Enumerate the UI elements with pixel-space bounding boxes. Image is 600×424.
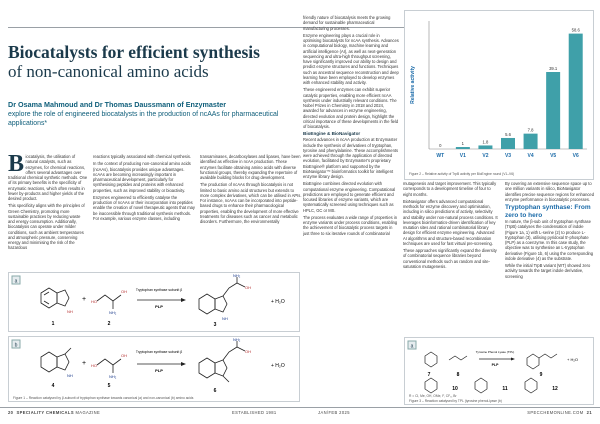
svg-text:HO: HO — [91, 299, 97, 304]
footer-established: ESTABLISHED 1981 — [232, 410, 277, 415]
x-tick-label: WT — [436, 153, 445, 159]
figure-tag: a — [410, 343, 414, 350]
paragraph: The production of ncAAs through biocatalysis is not limited to basic amino acid structures but extends to more complex derivatives, which can be utilised in APIs. For instance, ncAAs can be incorporated into peptide-based drugs to enhance their pharmacological properties, enabling the development of more effective treatments for diseases such as cancer and metabolic disorders. Furthermore, the environmentally — [200, 182, 302, 224]
body-column-4 — [303, 15, 399, 337]
footer-issue: JAN/FEB 2025 — [318, 410, 350, 415]
figure-3 — [404, 337, 594, 405]
reaction-scheme-tpl — [405, 338, 593, 398]
x-tick-label: V5 — [550, 153, 557, 159]
article-title: Biocatalysts for efficient synthesis — [8, 42, 260, 62]
svg-text:NH: NH — [222, 316, 228, 321]
body-column-3 — [200, 154, 302, 262]
cofactor-label: PLP — [155, 368, 163, 373]
serine-molecule — [97, 295, 121, 309]
tryptophan-molecule — [199, 277, 245, 314]
cofactor-label: PLP — [155, 304, 163, 309]
paragraph: Enzymes engineered to efficiently catalyse the production of ncAAs or their incorporation into peptides enable the creation of novel therapeutic agents that may be inaccessible through traditional synthesis methods. For example, various enzyme classes, including — [93, 194, 195, 221]
y-axis-label: Relative activity — [410, 66, 416, 104]
compound-number: 10 — [452, 386, 458, 392]
paragraph: These engineered enzymes can exhibit superior catalytic properties, enabling more efficient ncAA synthesis under industrially relevant conditions. The Nobel Prizes in Chemistry in 2018 and 2024, awarded for advances in enzyme engineering, directed evolution and protein design, highlight the critical importance of these developments in the field of biocatalysis. — [303, 87, 399, 129]
reaction-scheme-b — [9, 337, 299, 401]
svg-text:NH: NH — [67, 373, 73, 378]
x-tick-label: V4 — [527, 153, 534, 159]
plus-sign: + — [82, 296, 87, 303]
x-tick-label: V1 — [459, 153, 466, 159]
bar-v6 — [569, 34, 583, 149]
paragraph: These approaches significantly expand the diversity of combinatorial sequence libraries beyond conventional methods such as random and site-saturation mutagenesis. — [403, 248, 497, 269]
subheading-bioengine: BioEngine & BioNavigator — [303, 131, 361, 137]
website-link[interactable]: SPECCHEMONLINE.COM — [527, 410, 584, 415]
svg-text:NH₂: NH₂ — [109, 310, 117, 315]
bar-v1 — [456, 147, 470, 149]
phenol-molecule — [425, 352, 437, 367]
x-tick-label: V2 — [482, 153, 489, 159]
svg-text:NH₂: NH₂ — [233, 337, 241, 342]
paragraph: In the context of producing non-canonical amino acids (ncAAs), biocatalysis provides unique advantages. ncAAs are becoming increasingly important in pharmaceutical development, particularly for synthesising peptides and proteins with enhanced properties, such as improved stability or bioactivity. — [93, 161, 191, 193]
svg-text:NH: NH — [67, 309, 73, 314]
svg-text:OH: OH — [121, 289, 127, 294]
paragraph: In nature, the β-sub unit of tryptophan synthase (TrpB) catalyses the condensation of indole (Figure 1a, 1) with L-serine (2) to produce L-tryptophan (3), utilising pyridoxal 5′-phosphate (PLP) as a coenzyme. In this case study, the objective was to synthesise an L-tryptophan derivative (Figure 1b, 6) using the corresponding indole derivative (4) as the substrate. — [505, 219, 594, 261]
data-label: 1 — [461, 141, 465, 147]
svg-text:HO: HO — [91, 363, 97, 368]
footer-right — [527, 410, 592, 415]
figure-1b — [8, 336, 300, 402]
substrate-molecule — [425, 378, 537, 393]
enzyme-label: Tryptophan synthase subunit β — [135, 288, 183, 292]
r-group-note: R = Cl, Me, OH, OMe, F, CF₃, Br — [409, 394, 457, 398]
paragraph: Enzyme engineering plays a crucial role in optimising biocatalysts for ncAA synthesis. Advances in computational biology, machine learning and artificial intelligence (AI), as well as next-generation sequencing and ultra-high throughput screening, have significantly improved our ability to design and predict enzyme structures and functions. Techniques such as ancestral sequence reconstruction and deep learning have been employed to develop enzymes with enhanced stability and activity. — [303, 32, 399, 85]
plus-sign: + — [82, 360, 87, 367]
compound-number: 3 — [213, 322, 217, 328]
compound-number: 2 — [107, 321, 111, 327]
paragraph: This specificity aligns with the principles of Green Chemistry, promoting more sustainable practices by reducing waste and energy consumption. Additionally, biocatalysis can operate under milder conditions, such as ambient temperatures and atmospheric pressure, conserving energy and minimising the risk of the hazardous — [8, 203, 85, 251]
body-column-1 — [8, 154, 88, 262]
magazine-name: SPECIALITY CHEMICALS — [16, 410, 74, 415]
indole-derivative-molecule — [41, 348, 71, 372]
compound-number: 4 — [51, 383, 55, 389]
compound-number: 7 — [427, 372, 431, 378]
paragraph: mutagenesis and target improvement. This typically corresponds to a development timeline of four to eight months. — [403, 181, 497, 197]
svg-text:OH: OH — [245, 285, 251, 290]
enzyme-label: Tryptophan synthase subunit β — [135, 350, 183, 354]
figure-tag: a — [14, 278, 18, 285]
compound-number: 12 — [552, 386, 558, 392]
data-label: 1.8 — [482, 139, 489, 145]
data-label: 5.6 — [505, 131, 511, 137]
svg-text:OH: OH — [121, 353, 127, 358]
compound-number: 11 — [502, 386, 508, 392]
figure-1-caption: Figure 1 – Reaction catalysed by β-subunit of tryptophan synthase towards canonical (a) and non-canonical (b) amino acids — [13, 396, 194, 400]
figure-3-caption: Figure 3 – Reaction catalysed by TPL (tyrosine phenol-lyase (b) — [409, 399, 502, 403]
figure-2-chart — [404, 10, 594, 180]
tyrosine-product-molecule — [527, 354, 557, 369]
x-tick-label: V3 — [504, 153, 512, 159]
cofactor-label: PLP — [491, 363, 499, 367]
paragraph: iocatalysis, the utilisation of natural catalysts, such as enzymes, for chemical reactions, offers several advantages over traditional chemical synthetic methods. One of its primary benefits is the specificity of enzymatic reactions, which often results in fewer by-products and higher yields of the desired product. — [8, 154, 88, 201]
bar-chart — [405, 11, 593, 167]
body-column-5 — [403, 181, 499, 337]
x-tick-label: V6 — [572, 153, 579, 159]
paragraph: BioEngine combines directed evolution with computational enzyme engineering. Computational predictions are employed to generate efficient and focused libraries of enzyme variants, which are systematically screened using techniques such as HPLC, GC or MS. — [303, 181, 396, 213]
bar-v2 — [478, 145, 492, 149]
page-number-left: 20 — [8, 410, 14, 415]
article-standfirst: explore the role of engineered biocatalysts in the production of ncAAs for pharmaceutical applications* — [8, 111, 279, 127]
figure-1a — [8, 272, 300, 332]
compound-number: 9 — [539, 372, 543, 378]
data-label: 39.1 — [549, 66, 558, 72]
compound-number: 1 — [51, 321, 55, 327]
enzyme-label: Tyrosine Phenol Lyase (TPL) — [475, 350, 515, 354]
compound-number: 5 — [107, 383, 111, 389]
water-byproduct: + H₂O — [271, 299, 285, 305]
water-byproduct: + H₂O — [567, 357, 578, 362]
compound-number: 6 — [213, 388, 217, 394]
svg-text:OH: OH — [245, 349, 251, 354]
paragraph: By covering an extensive sequence space up to one million variants in silico, BioNavigator identifies precise sequence regions for enhanced enzyme performance in biocatalytic processes. — [505, 181, 594, 202]
page-number-right: 21 — [586, 410, 592, 415]
svg-text:NH₂: NH₂ — [233, 273, 241, 278]
footer-divider — [0, 407, 600, 408]
article-byline: Dr Osama Mahmoud and Dr Thomas Daussmann of Enzymaster — [8, 100, 227, 109]
body-column-2 — [93, 154, 195, 262]
subheading-tryptophan: Tryptophan synthase: From zero to hero — [505, 204, 591, 219]
indole-molecule — [41, 288, 69, 308]
data-label: 58.6 — [571, 27, 580, 33]
paragraph: friendly nature of biocatalysis meets the growing demand for sustainable pharmaceutical manufacturing processes. — [303, 15, 391, 31]
paragraph: The process evaluates a wide range of properties in enzyme variants under process conditions, enabling the achievement of biocatalytic process targets in just three to six iterative rounds of combinatorial — [303, 214, 398, 236]
body-column-6 — [505, 181, 594, 337]
data-label: 7.8 — [527, 127, 534, 133]
drop-cap: B — [8, 154, 25, 177]
bar-v4 — [524, 134, 538, 149]
chart-caption: Figure 2 – Relative activity of TrpB activity per BioEngine round (V1–V6) — [409, 172, 515, 176]
magazine-suffix: MAGAZINE — [75, 410, 101, 415]
bar-v5 — [546, 72, 560, 149]
compound-number: 8 — [456, 372, 460, 378]
serine-molecule — [97, 359, 121, 373]
paragraph: reactions typically associated with chemical synthesis. — [93, 154, 192, 159]
paragraph: While the initial TrpB variant (WT) showed zero activity towards the target indole derivative, screening — [505, 263, 591, 279]
article-subtitle: of non-canonical amino acids — [8, 62, 209, 81]
footer-left — [8, 410, 100, 415]
figure-tag: b — [14, 342, 18, 349]
paragraph: Recent advances in ncAA production at Enzymaster include the synthesis of derivatives of tryptophan, tyrosine and phenylalanine. These accomplishments were achieved through the application of directed evolution, facilitated by Enzymaster's proprietary BioEngine® platform and supported by the BioNavigator™ bioinformatics toolkit for intelligent enzyme library design. — [303, 137, 399, 179]
water-byproduct: + H₂O — [271, 363, 285, 369]
bar-v3 — [501, 138, 515, 149]
paragraph: transaminases, decarboxylases and lipases, have been identified as effective in ncAA production. These enzymes facilitate obtaining amino acids with diverse functional groups, thereby expanding the repertoire of available building blocks for drug development. — [200, 154, 301, 180]
reaction-scheme-a — [9, 273, 299, 331]
data-label: 0 — [439, 143, 442, 148]
pyruvate-molecule — [449, 356, 467, 360]
paragraph: BioNavigator offers advanced computational methods for enzyme discovery and optimisation, including in silico predictions of activity, selectivity and stability under non-natural process conditions. It leverages bioinformatics-driven identification of key mutation sites and rational combinatorial library design for efficient enzyme engineering. Advanced AI algorithms and structure-based recombination techniques are used for fast virtual pre-screening. — [403, 198, 498, 246]
svg-text:NH₂: NH₂ — [109, 374, 117, 379]
tryptophan-derivative-molecule — [199, 341, 245, 382]
